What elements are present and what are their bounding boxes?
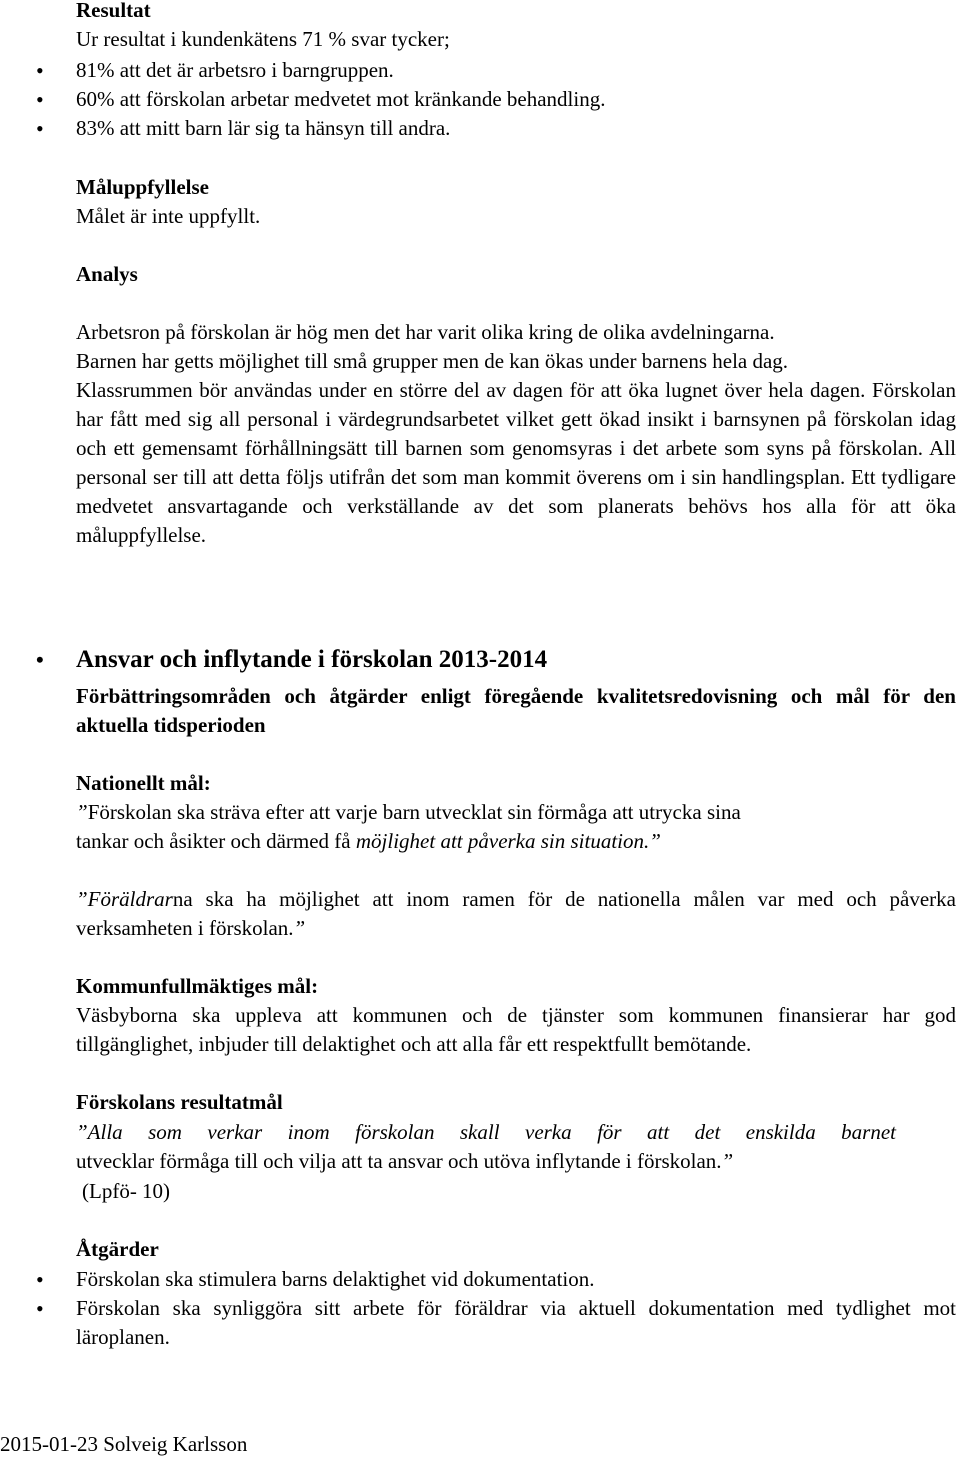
list-item: • 81% att det är arbetsro i barngruppen.: [76, 56, 956, 85]
page-footer: 2015-01-23 Solveig Karlsson: [0, 1432, 248, 1456]
resultat-bullet-list: [76, 56, 956, 143]
resultatmal-quote-line-1: ”Alla som verkar inom förskolan skall verka för att det enskilda barnet: [76, 1120, 896, 1144]
quote-2-rest: na ska ha möjlighet att inom ramen för de nationella målen var med och påverka verksamheten i förskolan.: [76, 887, 956, 940]
quote-2-italic: ”Föräldrar: [76, 887, 173, 911]
atgarder-bullet-list: [76, 1265, 956, 1352]
ansvar-heading: • Ansvar och inflytande i förskolan 2013-2014: [76, 644, 956, 676]
resultatmal-quote-close: ”: [721, 1149, 734, 1173]
kommun-text: Väsbyborna ska uppleva att kommunen och de tjänster som kommunen finansierar har god tillgänglighet, inbjuder till delaktighet och att alla får ett respektfullt bemötande.: [76, 1003, 956, 1056]
list-item: • 60% att förskolan arbetar medvetet mot kränkande behandling.: [76, 85, 956, 114]
quote-2-close: ”: [293, 916, 306, 940]
resultatmal-heading: Förskolans resultatmål: [76, 1090, 283, 1114]
atgarder-heading: Åtgärder: [76, 1237, 159, 1261]
maluppfyllelse-text: Målet är inte uppfyllt.: [76, 204, 261, 228]
ansvar-section: [76, 644, 956, 676]
quote-open-mark: ”: [76, 800, 88, 824]
analys-line-1: Arbetsron på förskolan är hög men det har varit olika kring de olika avdelningarna.: [76, 320, 775, 344]
resultat-intro: Ur resultat i kundenkätens 71 % svar tycker;: [76, 27, 450, 51]
analys-heading: Analys: [76, 262, 138, 286]
nationellt-heading: Nationellt mål:: [76, 771, 211, 795]
resultat-heading: Resultat: [76, 0, 151, 22]
maluppfyllelse-heading: Måluppfyllelse: [76, 175, 210, 199]
ansvar-subheading: Förbättringsområden och åtgärder enligt föregående kvalitetsredovisning och mål för den aktuella tidsperioden: [76, 684, 956, 737]
list-item: • Förskolan ska synliggöra sitt arbete för föräldrar via aktuell dokumentation med tydlighet mot läroplanen.: [76, 1294, 956, 1352]
analys-line-2: Barnen har getts möjlighet till små grupper men de kan ökas under barnens hela dag.: [76, 349, 789, 373]
quote-1-text-italic: möjlighet att påverka sin situation.”: [355, 829, 661, 853]
quote-1-text: Förskolan ska sträva efter att varje barn utvecklat sin förmåga att utrycka sina: [87, 800, 741, 824]
resultatmal-quote-line-2: [76, 1147, 956, 1176]
nationellt-quote-1-line-2: [76, 827, 956, 856]
kommun-heading: Kommunfullmäktiges mål:: [76, 974, 319, 998]
resultatmal-quote-text: utvecklar förmåga till och vilja att ta ansvar och utöva inflytande i förskolan.: [76, 1149, 722, 1173]
resultatmal-reference: (Lpfö- 10): [82, 1179, 171, 1203]
quote-1-text-plain: tankar och åsikter och därmed få: [76, 829, 356, 853]
nationellt-quote-2: [76, 885, 956, 943]
list-item: • 83% att mitt barn lär sig ta hänsyn till andra.: [76, 114, 956, 143]
nationellt-quote-1-line-1: [76, 798, 956, 827]
list-item: • Förskolan ska stimulera barns delaktighet vid dokumentation.: [76, 1265, 956, 1294]
analys-paragraph: Klassrummen bör användas under en större del av dagen för att öka lugnet över hela dagen. Förskolan har fått med sig all personal i värdegrundsarbetet vilket gett ökad insikt i barnsynen på förskolan idag och ett gemensamt förhållningsätt till barnen som genomsyras i det arbete som syns på förskolan. All personal ser till att detta följs utifrån det som man kommit överens om i sin handlingsplan. Ett tydligare medvetet ansvartagande och verkställande av det som planerats behövs hos alla för att öka måluppfyllelse.: [76, 378, 956, 547]
